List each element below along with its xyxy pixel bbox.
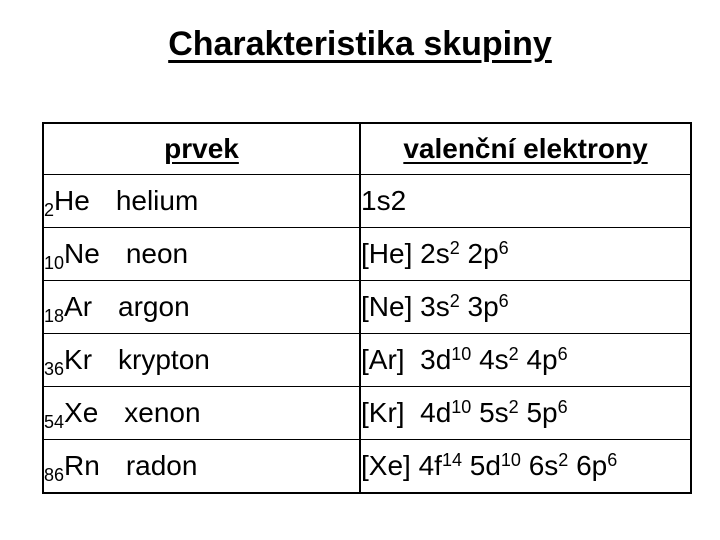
config-superscript: 6 xyxy=(607,450,618,470)
config-superscript: 10 xyxy=(500,450,521,470)
atomic-number: 54 xyxy=(44,412,65,432)
element-name: radon xyxy=(125,450,198,481)
config-text: [Ar] 3d xyxy=(361,344,452,375)
config-text: [Kr] 4d xyxy=(361,397,452,428)
table-body xyxy=(43,175,691,494)
element-cell xyxy=(43,387,360,440)
config-superscript: 6 xyxy=(498,238,509,258)
element-name: helium xyxy=(115,185,199,216)
config-superscript: 6 xyxy=(498,291,509,311)
table-row xyxy=(43,175,691,228)
element-symbol: He xyxy=(54,185,90,216)
element-symbol: Xe xyxy=(64,397,99,428)
config-text: 6p xyxy=(568,450,608,481)
config-text: 5d xyxy=(461,450,501,481)
config-cell xyxy=(360,440,691,494)
page-title xyxy=(0,0,720,64)
atomic-number: 86 xyxy=(44,465,65,485)
config-text: 4s xyxy=(471,344,509,375)
table-row xyxy=(43,281,691,334)
element-cell xyxy=(43,228,360,281)
atomic-number: 36 xyxy=(44,359,65,379)
element-symbol: Rn xyxy=(64,450,100,481)
config-text: 3p xyxy=(459,291,499,322)
config-cell xyxy=(360,228,691,281)
table-header xyxy=(43,123,691,175)
column-header-valence-electrons-text: valenční elektrony xyxy=(403,133,648,164)
element-symbol: Kr xyxy=(64,344,93,375)
elements-table xyxy=(42,122,692,494)
config-superscript: 2 xyxy=(508,344,519,364)
config-superscript: 2 xyxy=(508,397,519,417)
config-text: [Xe] 4f xyxy=(361,450,442,481)
config-text: 5p xyxy=(518,397,558,428)
table-row xyxy=(43,334,691,387)
column-header-valence-electrons xyxy=(360,123,691,175)
table-row xyxy=(43,228,691,281)
element-cell xyxy=(43,281,360,334)
config-superscript: 6 xyxy=(557,344,568,364)
column-header-element xyxy=(43,123,360,175)
element-cell xyxy=(43,175,360,228)
config-superscript: 2 xyxy=(449,238,460,258)
table-row xyxy=(43,440,691,494)
element-name: argon xyxy=(118,291,190,322)
header-row xyxy=(43,123,691,175)
config-cell xyxy=(360,334,691,387)
page-title-text: Charakteristika skupiny xyxy=(168,25,552,63)
element-name: krypton xyxy=(118,344,210,375)
config-superscript: 2 xyxy=(558,450,569,470)
config-superscript: 10 xyxy=(451,397,472,417)
element-cell xyxy=(43,440,360,494)
column-header-element-text: prvek xyxy=(164,133,239,164)
element-name: neon xyxy=(125,238,189,269)
element-name: xenon xyxy=(124,397,201,428)
element-symbol: Ne xyxy=(64,238,100,269)
config-superscript: 10 xyxy=(451,344,472,364)
config-cell xyxy=(360,281,691,334)
config-text: 2p xyxy=(459,238,499,269)
atomic-number: 2 xyxy=(44,200,55,220)
config-superscript: 14 xyxy=(441,450,462,470)
atomic-number: 10 xyxy=(44,253,65,273)
config-cell xyxy=(360,387,691,440)
config-text: 5s xyxy=(471,397,509,428)
element-cell xyxy=(43,334,360,387)
element-symbol: Ar xyxy=(64,291,93,322)
config-text: 6s xyxy=(520,450,559,481)
config-cell xyxy=(360,175,691,228)
atomic-number: 18 xyxy=(44,306,65,326)
table-row xyxy=(43,387,691,440)
config-text: [He] 2s xyxy=(361,238,450,269)
config-superscript: 2 xyxy=(449,291,460,311)
config-text: [Ne] 3s xyxy=(361,291,450,322)
config-text: 4p xyxy=(518,344,558,375)
config-superscript: 6 xyxy=(557,397,568,417)
config-text: 1s2 xyxy=(361,185,407,216)
